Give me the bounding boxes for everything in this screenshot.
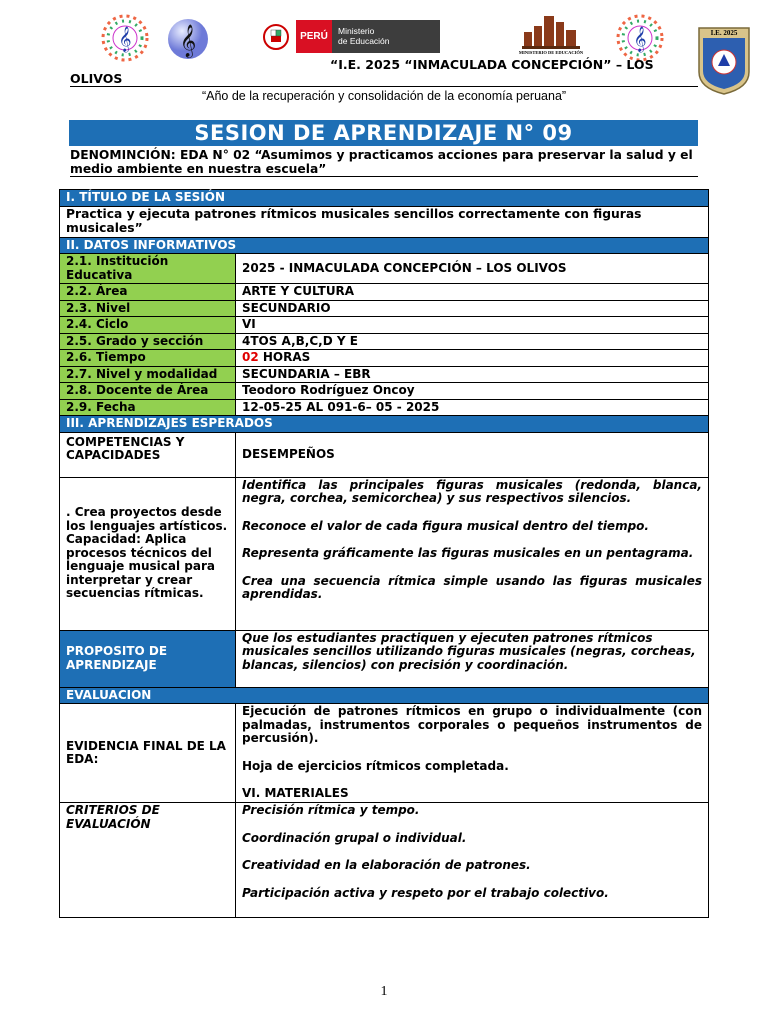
datos-label-area: 2.2. Área <box>60 284 236 301</box>
criterio-4: Participación activa y respeto por el trabajo colectivo. <box>242 885 609 900</box>
datos-value-grado: 4TOS A,B,C,D Y E <box>236 333 709 350</box>
datos-value-fecha: 12-05-25 AL 091-6– 05 - 2025 <box>236 399 709 416</box>
datos-label-fecha: 2.9. Fecha <box>60 399 236 416</box>
peru-logo-ministry-2: de Educación <box>338 36 390 46</box>
badge-text: I.E. 2025 <box>710 29 738 37</box>
evidencia-2: Hoja de ejercicios rítmicos completada. <box>242 758 509 773</box>
criterio-1: Precisión rítmica y tempo. <box>242 803 420 817</box>
capacidad-text: Capacidad: Aplica procesos técnicos del lenguaje musical para interpretar y crear secuencias rítmicas. <box>66 532 215 601</box>
datos-value-docente: Teodoro Rodríguez Oncoy <box>236 383 709 400</box>
proposito-label: PROPOSITO DE APRENDIZAJE <box>60 630 236 687</box>
datos-value-modalidad: SECUNDARIA – EBR <box>236 366 709 383</box>
minedu-caption: MINISTERIO DE EDUCACIÓN <box>518 50 584 55</box>
page-number: 1 <box>380 984 388 999</box>
evidencia-label: EVIDENCIA FINAL DE LA EDA: <box>60 704 236 803</box>
desempeno-2: Reconoce el valor de cada figura musical dentro del tiempo. <box>242 518 649 533</box>
svg-text:𝄞: 𝄞 <box>118 27 132 52</box>
datos-label-institucion: 2.1. Institución Educativa <box>60 254 236 284</box>
session-title-text: Practica y ejecuta patrones rítmicos musicales sencillos correctamente con figuras musicales” <box>60 206 709 237</box>
svg-text:𝄞: 𝄞 <box>633 27 647 52</box>
session-table <box>59 189 709 918</box>
criterios-label: CRITERIOS DE EVALUACIÓN <box>60 803 236 918</box>
peru-logo-country: PERÚ <box>296 20 332 53</box>
denominacion-text: DENOMINCIÓN: EDA N° 02 “Asumimos y practicamos acciones para preservar la salud y el medio ambiente en nuestra escuela” <box>70 148 693 176</box>
desempeno-4: Crea una secuencia rítmica simple usando las figuras musicales aprendidas. <box>242 573 702 601</box>
datos-value-nivel: SECUNDARIO <box>236 300 709 317</box>
section-evaluacion-header: EVALUACION <box>60 687 709 704</box>
tiempo-number: 02 <box>242 350 259 364</box>
competencia-text: . Crea proyectos desde los lenguajes artísticos. <box>66 505 228 533</box>
datos-label-ciclo: 2.4. Ciclo <box>60 317 236 334</box>
session-title-banner: SESION DE APRENDIZAJE N° 09 <box>69 120 698 146</box>
school-header-line-1: “I.E. 2025 “INMACULADA CONCEPCIÓN” – LOS <box>330 57 654 72</box>
datos-value-area: ARTE Y CULTURA <box>236 284 709 301</box>
peru-coat-of-arms-icon <box>263 22 289 54</box>
proposito-text: Que los estudiantes practiquen y ejecuten patrones rítmicos musicales sencillos utilizando figuras musicales (negras, corcheas, blancas, silencios) con precisión y coordinación. <box>236 630 709 687</box>
treble-clef-sphere-logo <box>167 16 209 66</box>
competencias-cell <box>60 477 236 630</box>
section-titulo-header: I. TÍTULO DE LA SESIÓN <box>60 190 709 207</box>
section-aprendizajes-header: III. APRENDIZAJES ESPERADOS <box>60 416 709 433</box>
evidencia-1: Ejecución de patrones rítmicos en grupo o individualmente (con palmadas, instrumentos corporales o pequeños instrumentos de percusión). <box>242 704 702 745</box>
datos-label-docente: 2.8. Docente de Área <box>60 383 236 400</box>
evidencia-cell <box>236 704 709 803</box>
peru-logo-ministry-1: Ministerio <box>338 26 375 36</box>
datos-value-ciclo: VI <box>236 317 709 334</box>
denominacion-underline <box>70 176 698 177</box>
datos-value-institucion: 2025 - INMACULADA CONCEPCIÓN – LOS OLIVOS <box>236 254 709 284</box>
desempeno-1: Identifica las principales figuras musicales (redonda, blanca, negra, corchea, semicorchea) y sus respectivos silencios. <box>242 477 702 505</box>
criterios-cell <box>236 803 709 918</box>
desempenos-header: DESEMPEÑOS <box>236 432 709 477</box>
tiempo-unit: HORAS <box>258 350 311 364</box>
criterio-2: Coordinación grupal o individual. <box>242 830 467 845</box>
competencias-header: COMPETENCIAS Y CAPACIDADES <box>60 432 236 477</box>
datos-label-nivel: 2.3. Nivel <box>60 300 236 317</box>
header-divider <box>70 86 698 87</box>
section-datos-header: II. DATOS INFORMATIVOS <box>60 237 709 254</box>
datos-value-tiempo <box>236 350 709 367</box>
materiales-heading: VI. MATERIALES <box>242 786 349 800</box>
datos-label-modalidad: 2.7. Nivel y modalidad <box>60 366 236 383</box>
desempenos-cell <box>236 477 709 630</box>
school-header-line-2: OLIVOS <box>70 71 123 86</box>
datos-label-grado: 2.5. Grado y sección <box>60 333 236 350</box>
datos-label-tiempo: 2.6. Tiempo <box>60 350 236 367</box>
svg-text:𝄞: 𝄞 <box>179 24 197 57</box>
music-wreath-logo-left <box>98 10 152 70</box>
ministerio-educacion-logo <box>296 20 440 53</box>
desempeno-3: Representa gráficamente las figuras musicales en un pentagrama. <box>242 546 694 560</box>
year-motto: “Año de la recuperación y consolidación de la economía peruana” <box>201 89 567 103</box>
criterio-3: Creatividad en la elaboración de patrones. <box>242 858 531 872</box>
